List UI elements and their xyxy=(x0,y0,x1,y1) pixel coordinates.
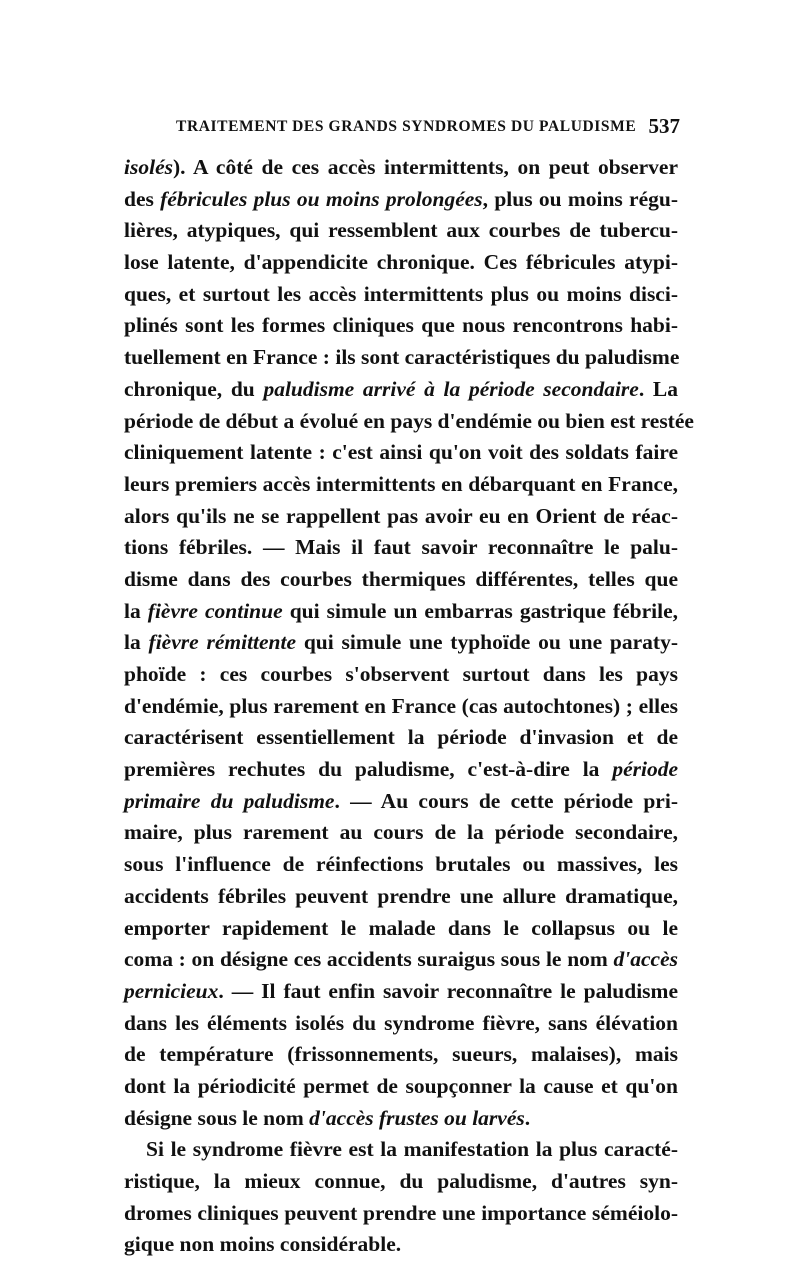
text-run: . La xyxy=(638,376,678,401)
text-line xyxy=(124,437,678,469)
italic-text-run: d'accès frustes ou larvés xyxy=(309,1105,525,1130)
italic-text-run: période xyxy=(612,757,678,782)
text-run: Si le syndrome fièvre est la manifestation la plus caracté- xyxy=(146,1137,678,1162)
italic-text-run: fièvre continue xyxy=(147,598,283,623)
text-line xyxy=(124,247,678,279)
text-line xyxy=(124,501,678,533)
text-run: . — Il faut enfin savoir reconnaître le paludisme xyxy=(218,978,678,1003)
text-run: tions fébriles. — Mais il faut savoir reconnaître le palu- xyxy=(124,535,678,560)
text-line xyxy=(124,881,678,913)
text-run: dont la périodicité permet de soupçonner la cause et qu'on xyxy=(124,1073,678,1098)
text-line xyxy=(124,1039,678,1071)
text-line xyxy=(124,627,678,659)
text-run: sous l'influence de réinfections brutales ou massives, les xyxy=(124,852,678,877)
text-run: . — Au cours de cette période pri- xyxy=(334,788,678,813)
text-run: tuellement en France : ils sont caractéristiques du paludisme xyxy=(124,345,680,370)
text-line xyxy=(124,215,678,247)
page-number: 537 xyxy=(648,114,680,138)
text-run: la xyxy=(124,598,148,623)
text-line xyxy=(124,1166,678,1198)
text-line xyxy=(124,849,678,881)
text-run: qui simule une typhoïde ou une paraty- xyxy=(296,630,678,655)
text-line xyxy=(124,754,678,786)
text-line xyxy=(124,152,678,184)
text-line xyxy=(124,1008,678,1040)
text-line xyxy=(124,532,678,564)
text-run: lières, atypiques, qui ressemblent aux courbes de tubercu- xyxy=(124,218,678,243)
text-run: qui simule un embarras gastrique fébrile, xyxy=(282,598,678,623)
text-run: dans les éléments isolés du syndrome fièvre, sans élévation xyxy=(124,1010,678,1035)
text-line xyxy=(124,786,678,818)
text-run: leurs premiers accès intermittents en débarquant en France, xyxy=(124,471,678,496)
text-run: ques, et surtout les accès intermittents plus ou moins disci- xyxy=(124,281,678,306)
text-run: disme dans des courbes thermiques différentes, telles que xyxy=(124,566,678,591)
text-line xyxy=(124,913,678,945)
text-run: de température (frissonnements, sueurs, malaises), mais xyxy=(124,1042,678,1067)
text-line xyxy=(124,184,678,216)
text-run: dromes cliniques peuvent prendre une importance séméiolo- xyxy=(124,1200,678,1225)
text-run: ). A côté de ces accès intermittents, on peut observer xyxy=(172,155,678,179)
text-run: phoïde : ces courbes s'observent surtout dans les pays xyxy=(124,662,678,686)
text-line xyxy=(124,1134,678,1166)
text-line xyxy=(124,691,678,723)
italic-text-run: paludisme arrivé à la période secondaire xyxy=(263,376,639,401)
text-line xyxy=(124,817,678,849)
text-line xyxy=(124,1071,678,1103)
text-line xyxy=(124,976,678,1008)
text-run: période de début a évolué en pays d'endémie ou bien est restée xyxy=(124,408,694,433)
text-line xyxy=(124,279,678,311)
italic-text-run: isolés xyxy=(124,155,173,179)
text-line xyxy=(124,1103,678,1135)
text-run: lose latente, d'appendicite chronique. Ces fébricules atypi- xyxy=(124,250,678,275)
italic-text-run: pernicieux xyxy=(124,978,219,1003)
italic-text-run: fièvre rémittente xyxy=(148,630,297,655)
italic-text-run: d'accès xyxy=(613,947,678,972)
running-head xyxy=(176,114,680,140)
text-run: accidents fébriles peuvent prendre une allure dramatique, xyxy=(124,883,678,908)
italic-text-run: fébricules plus ou moins prolongées xyxy=(160,186,483,211)
text-line xyxy=(124,310,678,342)
text-line xyxy=(124,469,678,501)
text-line xyxy=(124,944,678,976)
text-line xyxy=(124,406,694,438)
text-line xyxy=(124,596,678,628)
running-head-title: TRAITEMENT DES GRANDS SYNDROMES DU PALUDISME xyxy=(176,118,637,135)
text-run: d'endémie, plus rarement en France (cas autochtones) ; elles xyxy=(124,693,678,718)
text-run: coma : on désigne ces accidents suraigus sous le nom xyxy=(124,947,614,972)
text-line xyxy=(124,722,678,754)
text-run: ristique, la mieux connue, du paludisme, d'autres syn- xyxy=(124,1169,678,1193)
text-run: caractérisent essentiellement la période d'invasion et de xyxy=(124,725,678,750)
text-run: chronique, du xyxy=(124,376,264,401)
body-text xyxy=(124,152,694,1261)
text-line xyxy=(124,564,678,596)
text-run: gique non moins considérable. xyxy=(124,1232,402,1257)
text-run: des xyxy=(124,186,161,211)
text-run: emporter rapidement le malade dans le collapsus ou le xyxy=(124,915,678,940)
text-line xyxy=(124,374,678,406)
text-line xyxy=(124,1198,678,1230)
text-run: plinés sont les formes cliniques que nous rencontrons habi- xyxy=(124,313,678,338)
text-run: maire, plus rarement au cours de la période secondaire, xyxy=(124,820,678,845)
text-line xyxy=(124,342,678,374)
text-run: cliniquement latente : c'est ainsi qu'on voit des soldats faire xyxy=(124,440,678,465)
text-run: . xyxy=(524,1105,531,1130)
text-line xyxy=(124,1229,678,1261)
italic-text-run: primaire du paludisme xyxy=(124,788,335,813)
text-run: , plus ou moins régu- xyxy=(482,186,678,211)
text-run: désigne sous le nom xyxy=(124,1105,310,1130)
text-line xyxy=(124,659,678,691)
text-run: la xyxy=(124,630,149,655)
text-run: alors qu'ils ne se rappellent pas avoir eu en Orient de réac- xyxy=(124,503,678,528)
text-run: premières rechutes du paludisme, c'est-à-dire la xyxy=(124,757,613,782)
